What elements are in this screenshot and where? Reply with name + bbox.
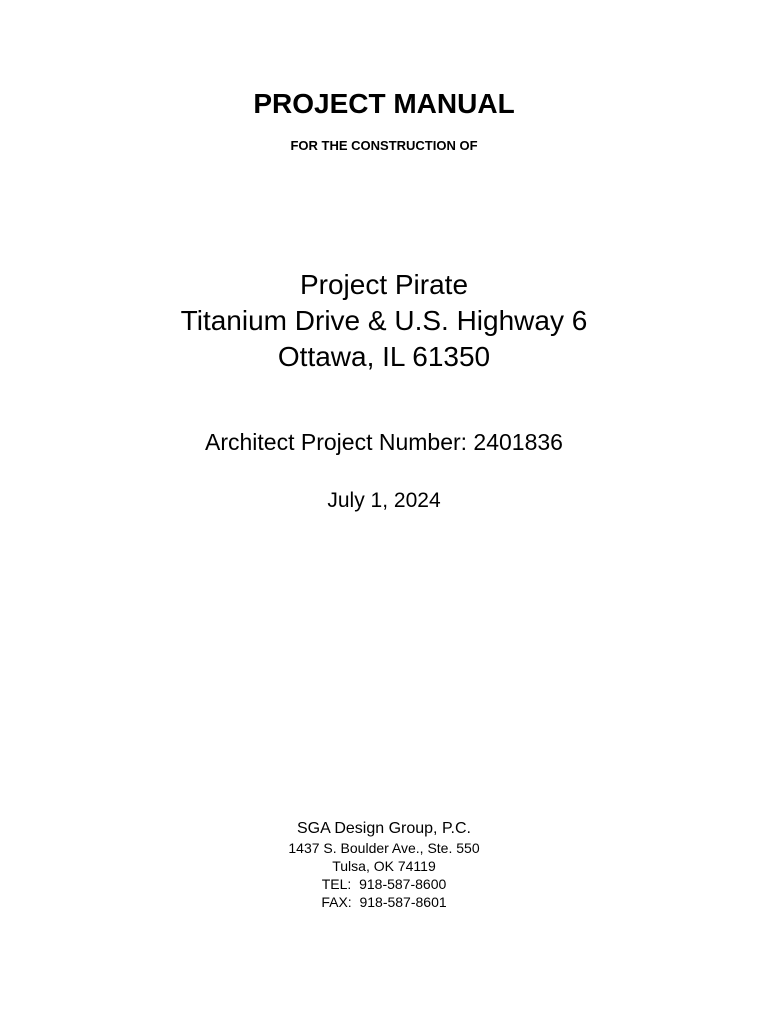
document-date: July 1, 2024	[327, 489, 441, 512]
firm-name: SGA Design Group, P.C.	[296, 820, 471, 837]
architect-project-number: Architect Project Number: 2401836	[205, 429, 563, 455]
project-street: Titanium Drive & U.S. Highway 6	[180, 305, 588, 336]
document-title: PROJECT MANUAL	[253, 88, 515, 119]
firm-address: 1437 S. Boulder Ave., Ste. 550	[288, 840, 480, 856]
firm-telephone: TEL: 918-587-8600	[321, 876, 447, 892]
firm-fax: FAX: 918-587-8601	[321, 894, 447, 910]
project-city: Ottawa, IL 61350	[277, 341, 491, 372]
document-subtitle: FOR THE CONSTRUCTION OF	[290, 138, 478, 153]
firm-city: Tulsa, OK 74119	[332, 858, 436, 874]
project-name: Project Pirate	[299, 269, 469, 300]
